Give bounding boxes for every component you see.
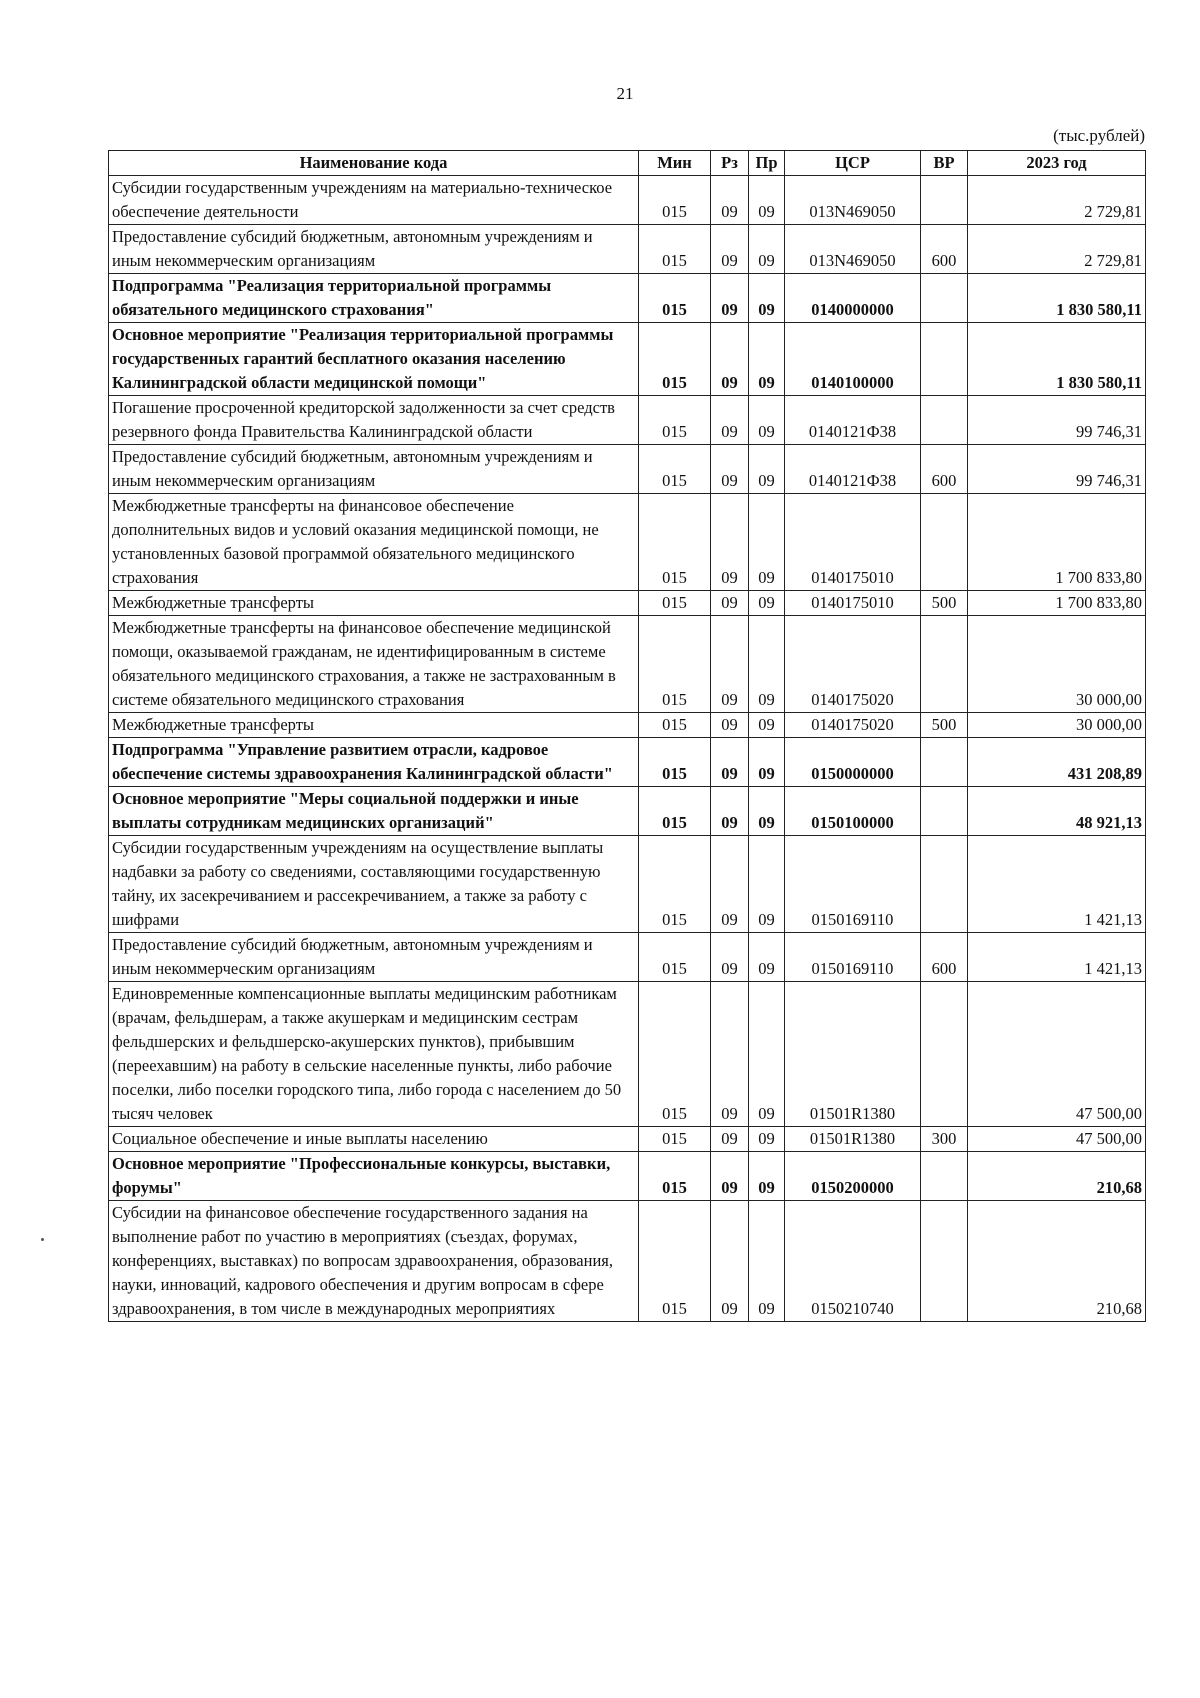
row-csr: 0150200000 <box>785 1152 921 1201</box>
row-pr: 09 <box>749 274 785 323</box>
row-rz: 09 <box>711 225 749 274</box>
row-rz: 09 <box>711 787 749 836</box>
row-vr: 300 <box>921 1127 968 1152</box>
table-row <box>109 445 1146 494</box>
row-csr: 0140121Ф38 <box>785 396 921 445</box>
table-row <box>109 836 1146 933</box>
row-min: 015 <box>639 445 711 494</box>
row-min: 015 <box>639 713 711 738</box>
row-vr <box>921 396 968 445</box>
row-csr: 01501R1380 <box>785 1127 921 1152</box>
scan-artifact-dot <box>41 1238 44 1241</box>
header-name: Наименование кода <box>109 151 639 176</box>
row-csr: 0150169110 <box>785 836 921 933</box>
table-row <box>109 933 1146 982</box>
header-min: Мин <box>639 151 711 176</box>
row-amount: 48 921,13 <box>968 787 1146 836</box>
row-pr: 09 <box>749 1127 785 1152</box>
row-vr <box>921 982 968 1127</box>
row-rz: 09 <box>711 494 749 591</box>
table-row <box>109 396 1146 445</box>
header-csr: ЦСР <box>785 151 921 176</box>
row-vr: 600 <box>921 933 968 982</box>
row-pr: 09 <box>749 713 785 738</box>
table-row <box>109 176 1146 225</box>
row-rz: 09 <box>711 1152 749 1201</box>
row-pr: 09 <box>749 836 785 933</box>
table-row <box>109 713 1146 738</box>
table-body <box>109 176 1146 1322</box>
header-year: 2023 год <box>968 151 1146 176</box>
row-vr <box>921 836 968 933</box>
row-name: Основное мероприятие "Профессиональные конкурсы, выставки, форумы" <box>109 1152 639 1201</box>
row-min: 015 <box>639 225 711 274</box>
row-pr: 09 <box>749 1152 785 1201</box>
row-csr: 0150210740 <box>785 1201 921 1322</box>
header-pr: Пр <box>749 151 785 176</box>
row-vr: 500 <box>921 713 968 738</box>
row-vr: 600 <box>921 445 968 494</box>
row-min: 015 <box>639 982 711 1127</box>
table-row <box>109 323 1146 396</box>
units-label: (тыс.рублей) <box>1053 126 1145 145</box>
row-pr: 09 <box>749 616 785 713</box>
table-row <box>109 787 1146 836</box>
row-rz: 09 <box>711 933 749 982</box>
row-amount: 2 729,81 <box>968 225 1146 274</box>
row-pr: 09 <box>749 396 785 445</box>
row-vr <box>921 274 968 323</box>
row-csr: 0140121Ф38 <box>785 445 921 494</box>
table-row <box>109 982 1146 1127</box>
row-pr: 09 <box>749 323 785 396</box>
row-rz: 09 <box>711 323 749 396</box>
row-pr: 09 <box>749 982 785 1127</box>
row-rz: 09 <box>711 982 749 1127</box>
table-row <box>109 591 1146 616</box>
row-pr: 09 <box>749 176 785 225</box>
table-header-row <box>109 151 1146 176</box>
row-csr: 0140175010 <box>785 591 921 616</box>
row-min: 015 <box>639 836 711 933</box>
row-min: 015 <box>639 933 711 982</box>
row-pr: 09 <box>749 591 785 616</box>
row-name: Межбюджетные трансферты на финансовое обеспечение медицинской помощи, оказываемой гражданам, не идентифицированным в системе обязательного медицинского страхования, а также не застрахованным в системе обязательного медицинского страхования <box>109 616 639 713</box>
row-name: Основное мероприятие "Реализация территориальной программы государственных гарантий бесплатного оказания населению Калининградской области медицинской помощи" <box>109 323 639 396</box>
row-amount: 47 500,00 <box>968 1127 1146 1152</box>
table-row <box>109 494 1146 591</box>
row-min: 015 <box>639 323 711 396</box>
row-name: Подпрограмма "Управление развитием отрасли, кадровое обеспечение системы здравоохранения Калининградской области" <box>109 738 639 787</box>
table-row <box>109 1201 1146 1322</box>
row-pr: 09 <box>749 494 785 591</box>
row-pr: 09 <box>749 445 785 494</box>
row-name: Субсидии на финансовое обеспечение государственного задания на выполнение работ по участию в мероприятиях (съездах, форумах, конференциях, выставках) по вопросам здравоохранения, образования, науки, инноваций, кадрового обеспечения и другим вопросам в сфере здравоохранения, в том числе в международных мероприятиях <box>109 1201 639 1322</box>
row-rz: 09 <box>711 396 749 445</box>
row-rz: 09 <box>711 1201 749 1322</box>
table-row <box>109 225 1146 274</box>
row-min: 015 <box>639 1127 711 1152</box>
row-min: 015 <box>639 738 711 787</box>
row-vr <box>921 176 968 225</box>
header-rz: Рз <box>711 151 749 176</box>
row-rz: 09 <box>711 1127 749 1152</box>
row-csr: 0140175020 <box>785 616 921 713</box>
row-min: 015 <box>639 396 711 445</box>
row-min: 015 <box>639 616 711 713</box>
row-amount: 47 500,00 <box>968 982 1146 1127</box>
table-row <box>109 738 1146 787</box>
row-amount: 1 421,13 <box>968 933 1146 982</box>
row-vr <box>921 323 968 396</box>
row-csr: 013N469050 <box>785 176 921 225</box>
row-name: Предоставление субсидий бюджетным, автономным учреждениям и иным некоммерческим организациям <box>109 445 639 494</box>
row-name: Единовременные компенсационные выплаты медицинским работникам (врачам, фельдшерам, а также акушеркам и медицинским сестрам фельдшерских и фельдшерско-акушерских пунктов), прибывшим (переехавшим) на работу в сельские населенные пункты, либо рабочие поселки, либо поселки городского типа, либо города с населением до 50 тысяч человек <box>109 982 639 1127</box>
row-csr: 0140175010 <box>785 494 921 591</box>
row-amount: 99 746,31 <box>968 396 1146 445</box>
row-amount: 30 000,00 <box>968 616 1146 713</box>
row-rz: 09 <box>711 738 749 787</box>
row-name: Субсидии государственным учреждениям на материально-техническое обеспечение деятельности <box>109 176 639 225</box>
row-pr: 09 <box>749 787 785 836</box>
row-min: 015 <box>639 274 711 323</box>
row-pr: 09 <box>749 225 785 274</box>
row-amount: 2 729,81 <box>968 176 1146 225</box>
row-min: 015 <box>639 176 711 225</box>
page-number: 21 <box>616 84 634 103</box>
row-vr <box>921 1152 968 1201</box>
row-name: Погашение просроченной кредиторской задолженности за счет средств резервного фонда Правительства Калининградской области <box>109 396 639 445</box>
table-row <box>109 616 1146 713</box>
row-csr: 0140175020 <box>785 713 921 738</box>
row-rz: 09 <box>711 176 749 225</box>
row-amount: 210,68 <box>968 1201 1146 1322</box>
row-amount: 1 421,13 <box>968 836 1146 933</box>
row-vr <box>921 738 968 787</box>
row-name: Межбюджетные трансферты <box>109 591 639 616</box>
row-amount: 1 830 580,11 <box>968 323 1146 396</box>
row-rz: 09 <box>711 616 749 713</box>
row-rz: 09 <box>711 713 749 738</box>
header-vr: ВР <box>921 151 968 176</box>
row-amount: 99 746,31 <box>968 445 1146 494</box>
row-name: Основное мероприятие "Меры социальной поддержки и иные выплаты сотрудникам медицинских организаций" <box>109 787 639 836</box>
row-min: 015 <box>639 1201 711 1322</box>
row-name: Предоставление субсидий бюджетным, автономным учреждениям и иным некоммерческим организациям <box>109 225 639 274</box>
row-vr <box>921 616 968 713</box>
row-vr: 500 <box>921 591 968 616</box>
row-name: Межбюджетные трансферты на финансовое обеспечение дополнительных видов и условий оказания медицинской помощи, не установленных базовой программой обязательного медицинского страхования <box>109 494 639 591</box>
row-csr: 0150100000 <box>785 787 921 836</box>
row-name: Социальное обеспечение и иные выплаты населению <box>109 1127 639 1152</box>
row-amount: 1 700 833,80 <box>968 591 1146 616</box>
row-csr: 0140000000 <box>785 274 921 323</box>
row-pr: 09 <box>749 1201 785 1322</box>
table-row <box>109 274 1146 323</box>
row-vr: 600 <box>921 225 968 274</box>
row-name: Межбюджетные трансферты <box>109 713 639 738</box>
row-amount: 30 000,00 <box>968 713 1146 738</box>
row-csr: 0140100000 <box>785 323 921 396</box>
budget-table <box>108 150 1146 1322</box>
row-pr: 09 <box>749 738 785 787</box>
row-rz: 09 <box>711 591 749 616</box>
row-name: Предоставление субсидий бюджетным, автономным учреждениям и иным некоммерческим организациям <box>109 933 639 982</box>
row-amount: 431 208,89 <box>968 738 1146 787</box>
row-vr <box>921 494 968 591</box>
row-min: 015 <box>639 1152 711 1201</box>
row-rz: 09 <box>711 836 749 933</box>
row-min: 015 <box>639 494 711 591</box>
row-amount: 1 700 833,80 <box>968 494 1146 591</box>
row-csr: 01501R1380 <box>785 982 921 1127</box>
row-rz: 09 <box>711 274 749 323</box>
row-vr <box>921 1201 968 1322</box>
row-name: Субсидии государственным учреждениям на осуществление выплаты надбавки за работу со сведениями, составляющими государственную тайну, их засекречиванием и рассекречиванием, а также за работу с шифрами <box>109 836 639 933</box>
row-amount: 210,68 <box>968 1152 1146 1201</box>
row-name: Подпрограмма "Реализация территориальной программы обязательного медицинского страхования" <box>109 274 639 323</box>
row-min: 015 <box>639 787 711 836</box>
row-csr: 0150000000 <box>785 738 921 787</box>
table-row <box>109 1127 1146 1152</box>
row-amount: 1 830 580,11 <box>968 274 1146 323</box>
row-min: 015 <box>639 591 711 616</box>
table-row <box>109 1152 1146 1201</box>
row-csr: 013N469050 <box>785 225 921 274</box>
row-rz: 09 <box>711 445 749 494</box>
row-vr <box>921 787 968 836</box>
row-pr: 09 <box>749 933 785 982</box>
row-csr: 0150169110 <box>785 933 921 982</box>
